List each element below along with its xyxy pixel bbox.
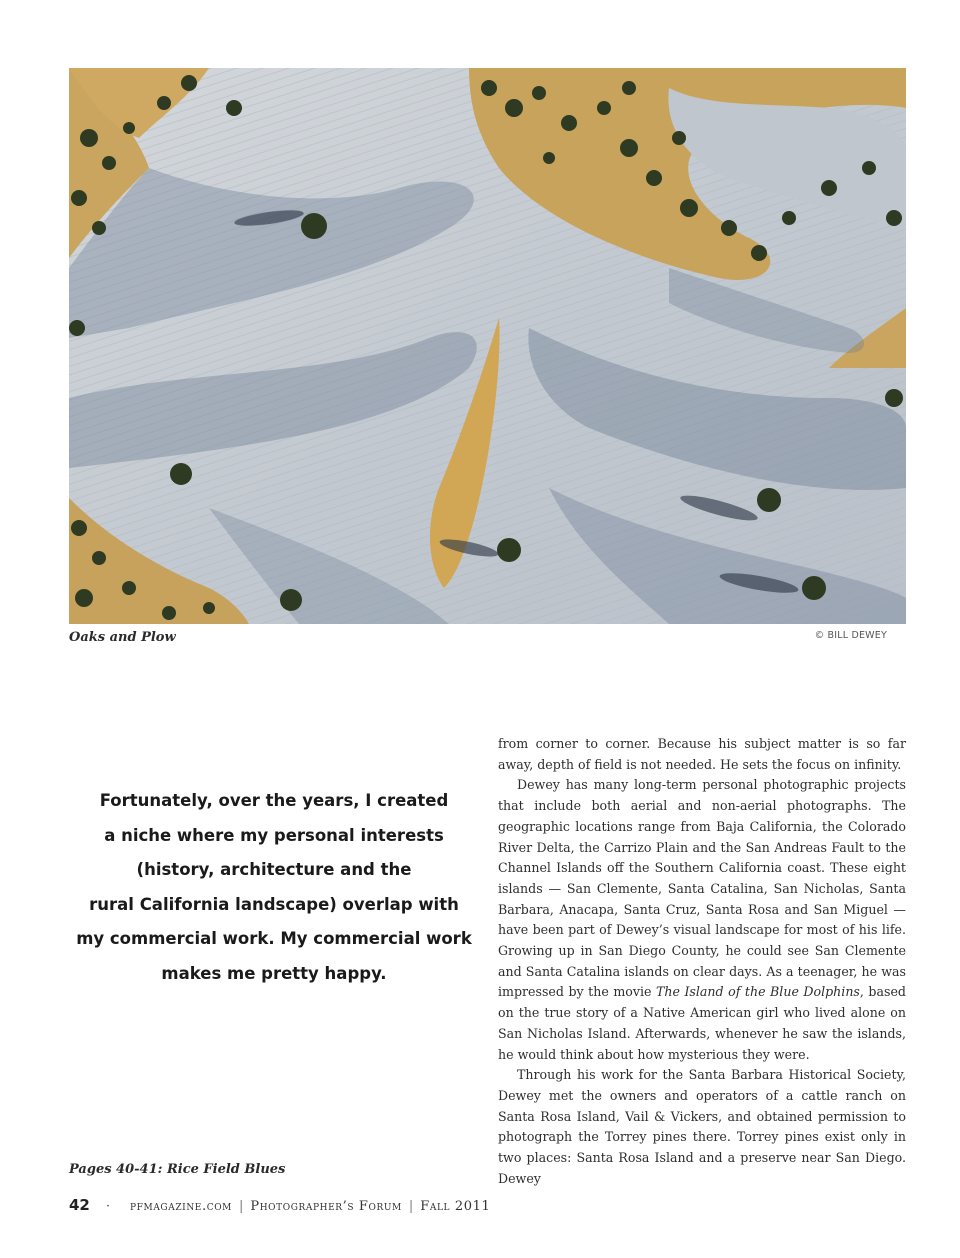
photo-credit: © BILL DEWEY [814,630,887,641]
pull-quote-line: a niche where my personal interests [104,825,444,845]
page-number: 42 [69,1196,90,1214]
article-paragraph: from corner to corner. Because his subject matter is so far away, depth of field is not needed. He sets the focus on infinity. [498,736,906,772]
footer-issue: Fall 2011 [420,1199,491,1214]
aerial-photo-art [69,68,906,624]
footer-dot: · [105,1199,111,1214]
aerial-photo [69,68,906,624]
pull-quote-line: Fortunately, over the years, I created [99,791,449,810]
pages-reference: Pages 40-41: Rice Field Blues [69,1162,286,1177]
photo-caption: Oaks and Plow [69,630,176,645]
footer-separator: | [239,1199,244,1214]
movie-title: The Island of the Blue Dolphins [655,984,860,1000]
article-text: Dewey has many long-term personal photographic projects that include both aerial and non-aerial photographs. The geographic locations range from Baja California, the Colorado River Delta, the Carrizo Plain and the San Andreas Fault to the Channel Islands off the Southern California coast. These eight islands — San Clemente, Santa Catalina, San Nicholas, Santa Barbara, Anacapa, Santa Cruz, Santa Rosa and San Miguel — have been part of Dewey’s visual landscape for most of his life. Growing up in San Diego County, he could see San Clemente and Santa Catalina islands on clear days. As a teenager, he was impressed by the movie [498,777,906,1000]
pull-quote-line: rural California landscape) overlap with [89,894,459,914]
article-text: , based on the true story of a Native American girl who lived alone on San Nicholas Island. Afterwards, whenever he saw the islands, he would think about how mysterious they were. [498,984,906,1062]
pull-quote-line: (history, architecture and the [136,860,412,879]
pull-quote-line: makes me pretty happy. [161,963,387,983]
article-paragraph [498,775,906,1065]
pull-quote-line: my commercial work. My commercial work [76,929,472,948]
footer-separator: | [408,1199,414,1214]
pull-quote [72,784,476,991]
article-paragraph: Through his work for the Santa Barbara Historical Society, Dewey met the owners and operators of a cattle ranch on Santa Rosa Island, Vail & Vickers, and obtained permission to photograph the Torrey pines there. Torrey pines exist only in two places: Santa Rosa Island and a preserve near San Diego. Dewey [498,1067,906,1186]
footer-site: pfmagazine.com [130,1199,232,1214]
article-body [498,734,906,1189]
page-footer [69,1196,490,1214]
footer-magazine: Photographer’s Forum [250,1199,402,1214]
